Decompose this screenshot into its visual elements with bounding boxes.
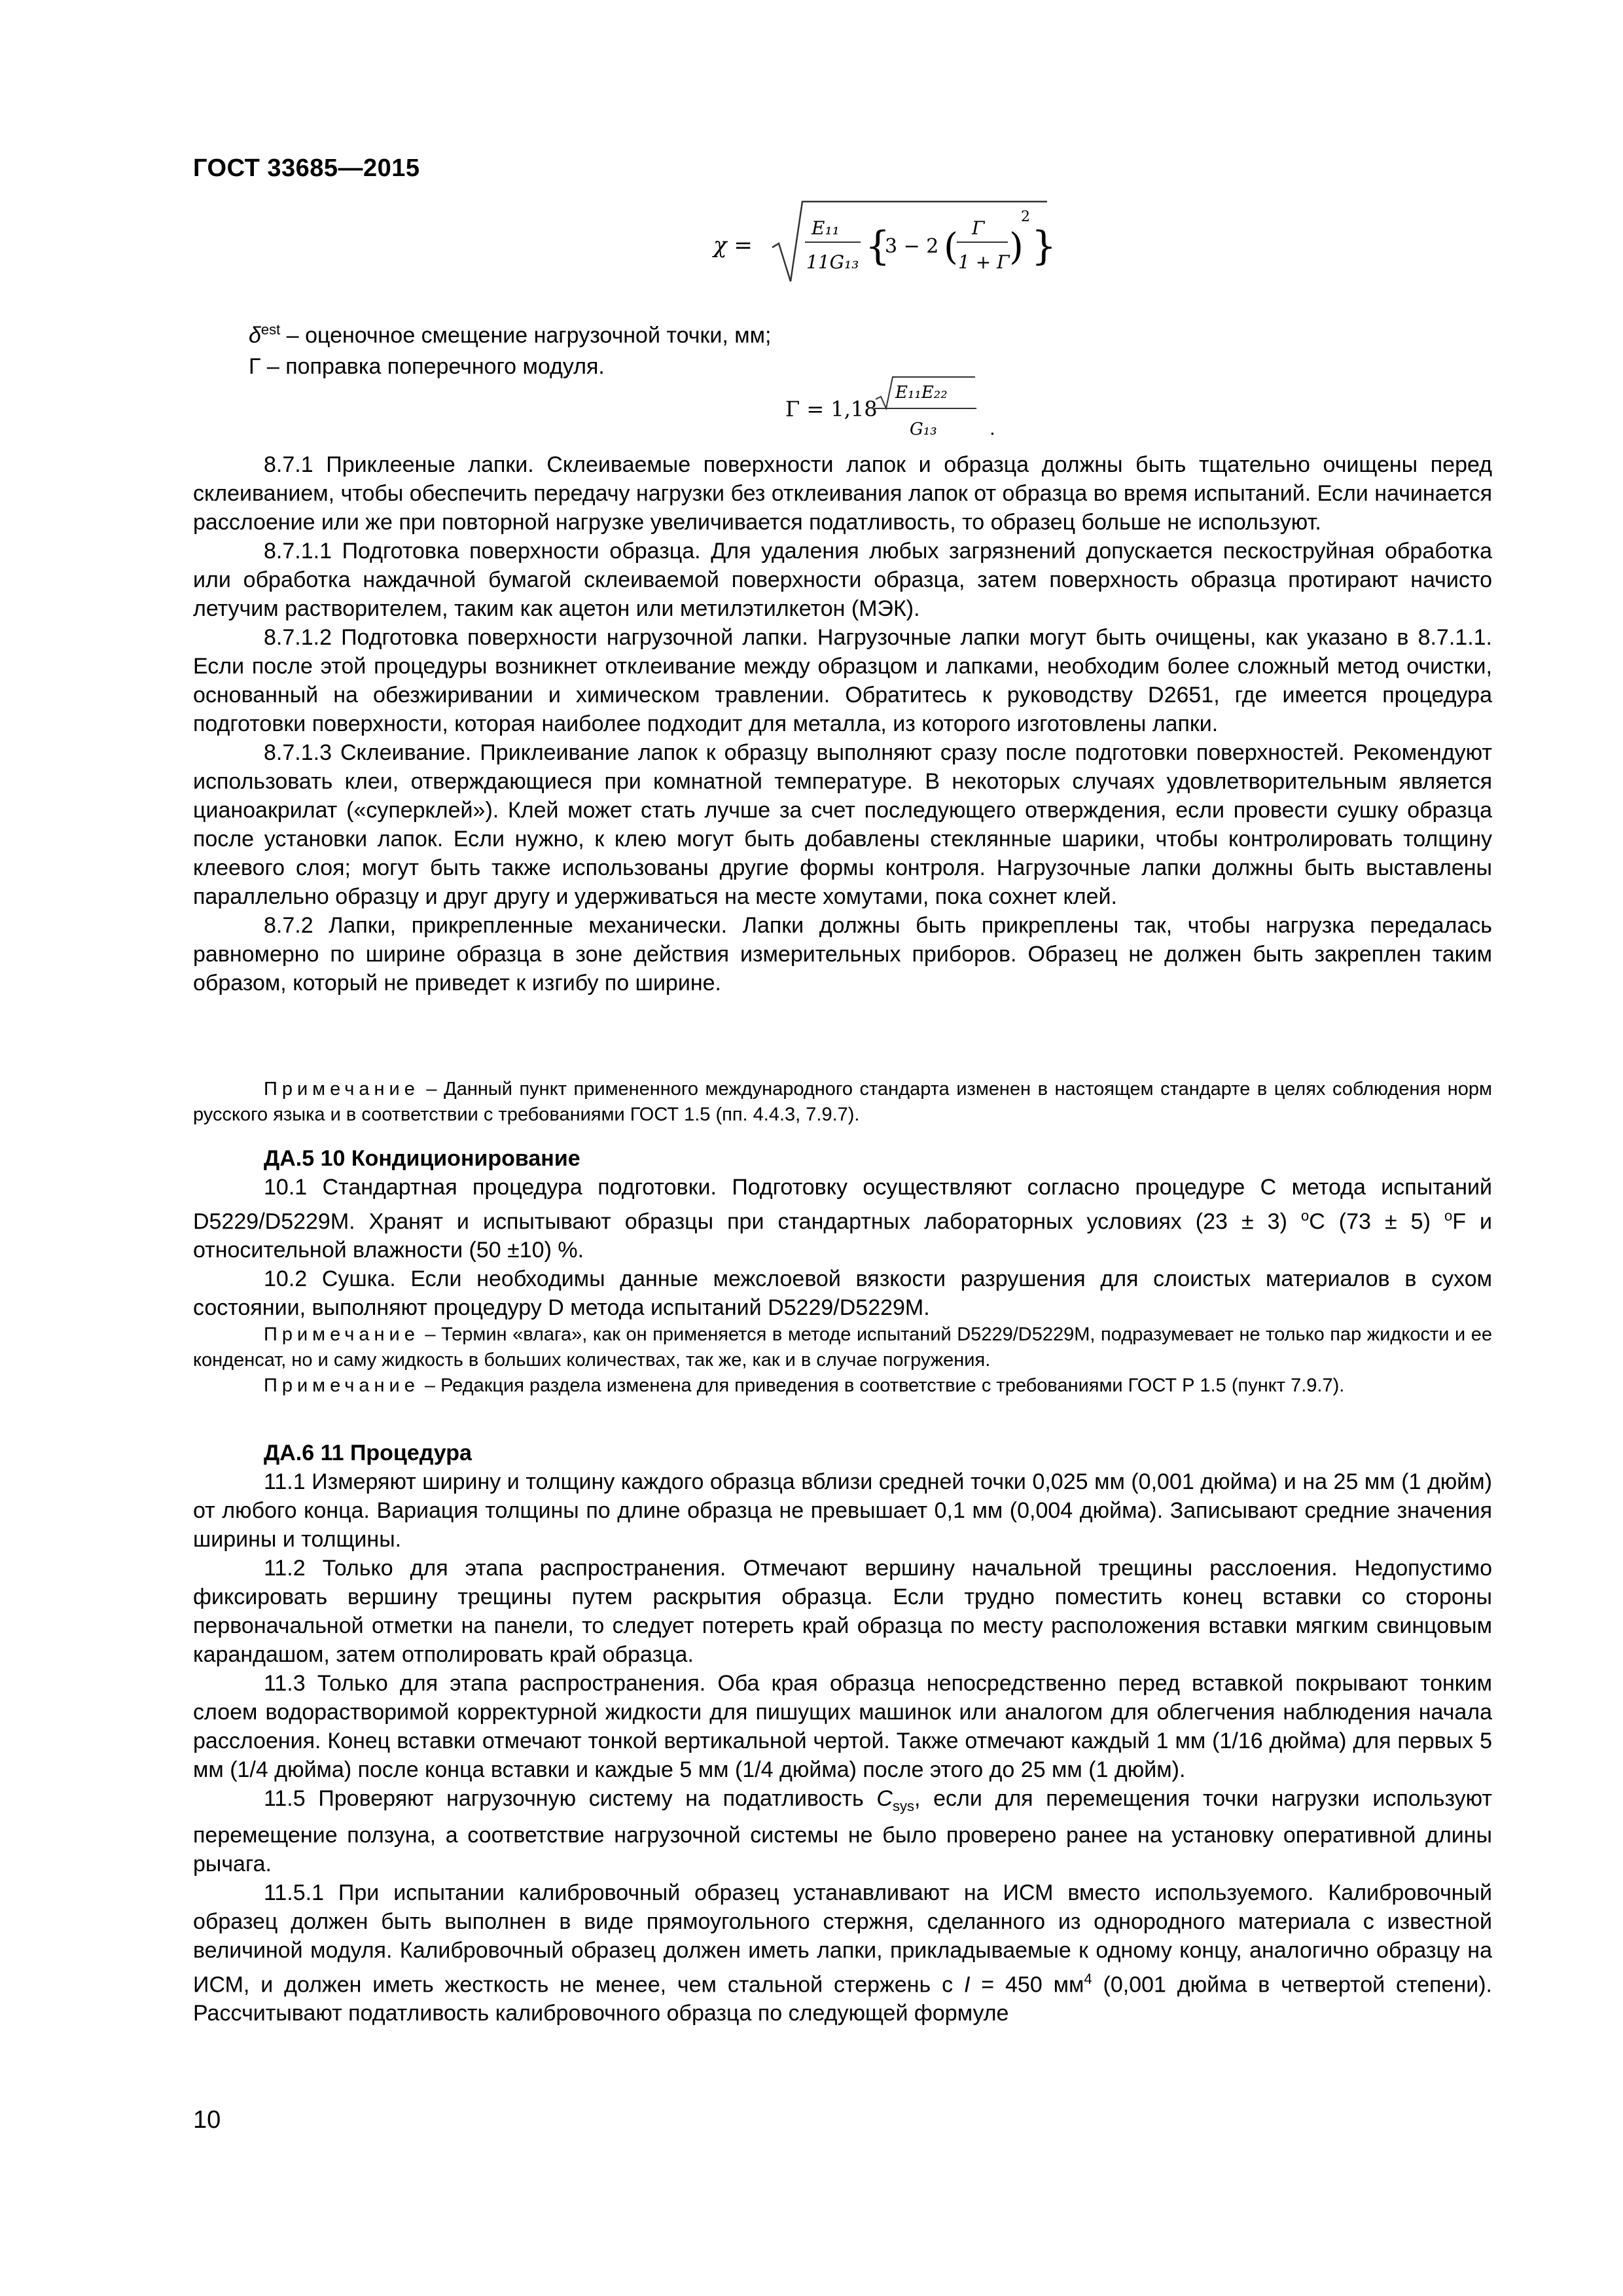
gamma-num: E₁₁E₂₂ [895,383,948,403]
heading-da5: ДА.5 10 Кондиционирование [264,1146,580,1171]
section-da5 [193,1144,1492,1322]
note-1-text: – Данный пункт примененного международного стандарта изменен в настоящем стандарте в целях соблюдения норм русского языка и в соответствии с требованиями ГОСТ 1.5 (пп. 4.4.3, 7.9.7). [193,1079,1492,1125]
paragraph-11-2: 11.2 Только для этапа распространения. Отмечают вершину начальной трещины расслоения. Недопустимо фиксировать вершину трещины путем раскрытия образца. Если трудно поместить конец вставки со стороны первоначальной отметки на панели, то следует потереть край образца по месту расположения вставки мягким свинцовым карандашом, затем отполировать край образца. [193,1556,1492,1667]
chi-frac-num: Γ [972,217,985,239]
page-number: 10 [193,2106,221,2134]
paragraph-11-1: 11.1 Измеряют ширину и толщину каждого образца вблизи средней точки 0,025 мм (0,001 дюйма) и на 25 мм (1 дюйм) от любого конца. Вариация толщины по длине образца не превышает 0,1 мм (0,004 дюйма). Записывают средние значения ширины и толщины. [193,1469,1492,1552]
notes-2-3 [193,1322,1492,1399]
heading-da6: ДА.6 11 Процедура [264,1441,472,1465]
paragraph-8-7-2: 8.7.2 Лапки, прикрепленные механически. Лапки должны быть прикреплены так, чтобы нагрузка передалась равномерно по ширине образца в зоне действия измерительных приборов. Образец не должен быть закреплен таким образом, который не приведет к изгибу по ширине. [193,913,1492,996]
chi-formula [713,196,1057,288]
chi-den: 11G₁₃ [806,251,859,273]
paragraph-10-1: 10.1 Стандартная процедура подготовки. Подготовку осуществляют согласно процедуре С метода испытаний D5229/D5229M. Хранят и испытывают образцы при стандартных лабораторных условиях (23 ± 3) $^o$С (73 ± 5) $^o$F и относительной влажности (50 ±10) %. [193,1175,1493,1263]
chi-exp: 2 [1021,209,1030,225]
chi-lhs: χ = [713,232,753,259]
document-code-header: ГОСТ 33685—2015 [193,154,420,182]
svg-text:(: ( [944,226,958,268]
svg-text:): ) [1009,226,1024,268]
gamma-formula [785,372,1001,444]
paragraph-8-7-1: 8.7.1 Приклееные лапки. Склеиваемые поверхности лапок и образца должны быть тщательно очищены перед склеиванием, чтобы обеспечить передачу нагрузки без отклеивания лапок от образца во время испытаний. Если начинается расслоение или же при повторной нагрузке увеличивается податливость, то образец больше не используют. [193,452,1492,535]
paragraph-10-2: 10.2 Сушка. Если необходимы данные межслоевой вязкости разрушения для слоистых материалов в сухом состоянии, выполняют процедуру D метода испытаний D5229/D5229M. [193,1266,1492,1321]
svg-text:{: { [865,223,891,269]
section-8-7 [193,450,1492,997]
symbol-legend [249,314,771,382]
paragraph-11-3: 11.3 Только для этапа распространения. Оба края образца непосредственно перед вставкой покрывают тонким слоем водорастворимой корректурной жидкости для пишущих машинок или аналогом для облегчения наблюдения начала расслоения. Конец вставки отмечают тонкой вертикальной чертой. Также отмечают каждый 1 мм (1/16 дюйма) для первых 5 мм (1/4 дюйма) после конца вставки и каждые 5 мм (1/4 дюйма) после этого до 25 мм (1 дюйм). [193,1671,1492,1782]
paragraph-8-7-1-2: 8.7.1.2 Подготовка поверхности нагрузочной лапки. Нагрузочные лапки могут быть очищены, как указано в 8.7.1.1. Если после этой процедуры возникнет отклеивание между образцом и лапками, необходим более сложный метод очистки, основанный на обезжиривании и химическом травлении. Обратитесь к руководству D2651, где имеется процедура подготовки поверхности, которая наиболее подходит для металла, из которого изготовлены лапки. [193,625,1492,736]
note-2: Примечание – Термин «влага», как он применяется в методе испытаний D5229/D5229M, подразумевает не только пар жидкости и ее конденсат, но и саму жидкость в больших количествах, так же, как и в случае погружения. [193,1324,1492,1371]
gamma-lhs: Γ = 1,18 [785,397,878,422]
paragraph-11-5: 11.5 Проверяют нагрузочную систему на податливость $C_{sys}$, если для перемещения точки нагрузки используют перемещение ползуна, а соответствие нагрузочной системы не было проверено ранее на установку оперативной длины рычага. [193,1786,1492,1876]
svg-text:}: } [1031,223,1057,269]
paragraph-8-7-1-3: 8.7.1.3 Склеивание. Приклеивание лапок к образцу выполняют сразу после подготовки поверхностей. Рекомендуют использовать клеи, отверждающиеся при комнатной температуре. В некоторых случаях удовлетворительным является цианоакрилат («суперклей»). Клей может стать лучше за счет последующего отверждения, если провести сушку образца после установки лапок. Если нужно, к клею могут быть добавлены стеклянные шарики, чтобы контролировать толщину клеевого слоя; могут быть также использованы другие формы контроля. Нагрузочные лапки должны быть выставлены параллельно образцу и друг другу и удерживаться на месте хомутами, пока сохнет клей. [193,740,1492,909]
legend-gamma: Г – поправка поперечного модуля. [249,354,605,380]
note-3: Примечание – Редакция раздела изменена для приведения в соответствие с требованиями ГОСТ Р 1.5 (пункт 7.9.7). [264,1375,1345,1396]
note-label: Примечание [264,1079,419,1100]
paragraph-11-5-1: 11.5.1 При испытании калибровочный образец устанавливают на ИСМ вместо используемого. Калибровочный образец должен быть выполнен в виде прямоугольного стержня, сделанного из однородного материала с известной величиной модуля. Калибровочный образец должен иметь лапки, прикладываемые к одному концу, аналогично образцу на ИСМ, и должен иметь жесткость не менее, чем стальной стержень с I = 450 $мм^4$ (0,001 дюйма в четвертой степени). Рассчитывают податливость калибровочного образца по следующей формуле [193,1880,1493,2026]
legend-delta: $\delta^{est}$ – оценочное смещение нагрузочной точки, мм; [249,321,772,348]
chi-num: E₁₁ [812,217,840,239]
chi-frac-den: 1 + Γ [958,251,1010,273]
note-1 [193,1077,1492,1128]
section-da6 [193,1439,1492,2028]
gamma-end: . [990,418,995,439]
chi-inner: 3 − 2 [885,235,939,258]
paragraph-8-7-1-1: 8.7.1.1 Подготовка поверхности образца. Для удаления любых загрязнений допускается пескоструйная обработка или обработка наждачной бумагой склеиваемой поверхности образца, затем поверхность образца протирают начисто летучим растворителем, таким как ацетон или метилэтилкетон (МЭК). [193,539,1492,621]
gamma-den: G₁₃ [910,420,937,439]
